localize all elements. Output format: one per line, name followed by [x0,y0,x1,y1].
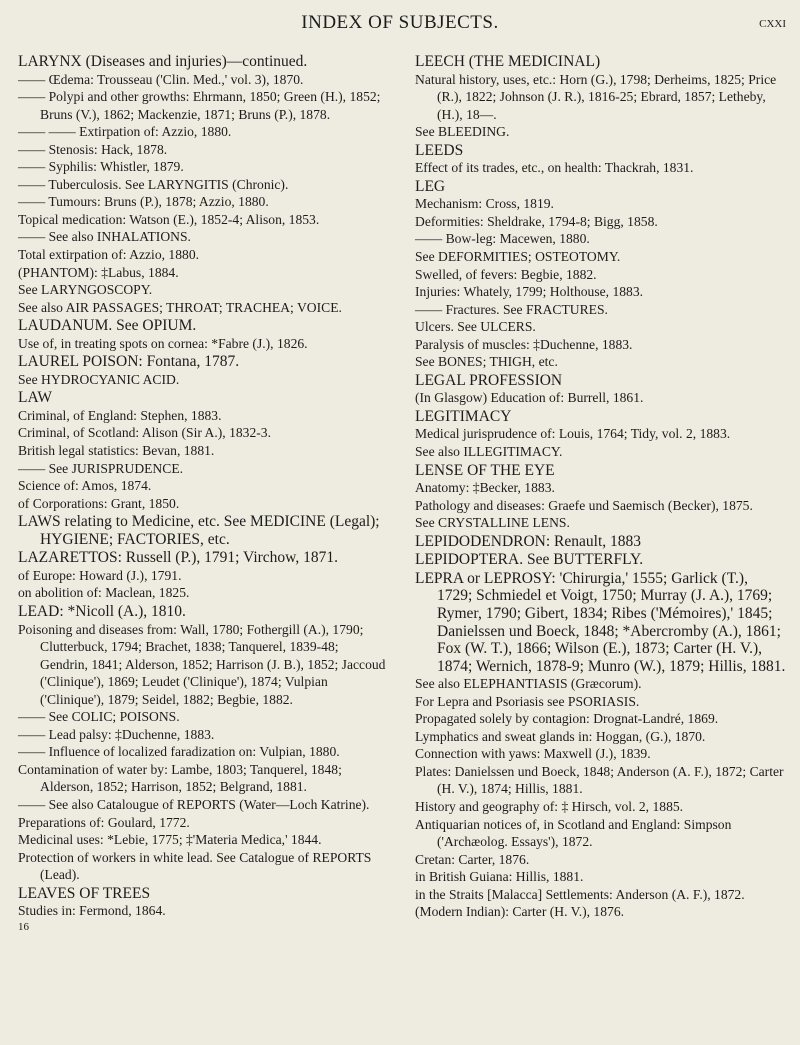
index-entry: Propagated solely by contagion: Drognat-Landré, 1869. [415,711,719,727]
index-entry: See LARYNGOSCOPY. [18,282,153,298]
index-entry: Criminal, of England: Stephen, 1883. [18,407,222,423]
index-entry: —— Lead palsy: ‡Duchenne, 1883. [18,726,215,742]
index-entry: Studies in: Fermond, 1864. [18,903,166,919]
index-entry: —— Syphilis: Whistler, 1879. [18,159,184,175]
index-entry: Connection with yaws: Maxwell (J.), 1839. [415,746,651,762]
index-entry: in the Straits [Malacca] Settlements: Anderson (A. F.), 1872. [415,886,745,902]
index-entry: Total extirpation of: Azzio, 1880. [18,247,200,263]
index-entry: Ulcers. See ULCERS. [415,319,536,335]
index-entry: on abolition of: Maclean, 1825. [18,585,190,601]
index-entry: (In Glasgow) Education of: Burrell, 1861. [415,390,644,406]
right-column [415,52,787,921]
index-entry: of Corporations: Grant, 1850. [18,495,180,511]
signature-mark: 16 [18,920,29,933]
index-entry-heading: LEPIDODENDRON: Renault, 1883 [415,532,642,550]
index-entry: Paralysis of muscles: ‡Duchenne, 1883. [415,336,633,352]
index-entry: Use of, in treating spots on cornea: *Fabre (J.), 1826. [18,335,308,351]
index-entry: —— See also Catalougue of REPORTS (Water—Loch Katrine). [18,796,370,812]
index-entry: See HYDROCYANIC ACID. [18,371,180,387]
index-entry: Effect of its trades, etc., on health: Thackrah, 1831. [415,160,694,176]
index-entry: Science of: Amos, 1874. [18,478,152,494]
index-entry-heading: LEGAL PROFESSION [415,371,563,389]
index-entry-heading: LEG [415,177,446,195]
index-entry-heading: LAUREL POISON: Fontana, 1787. [18,353,240,371]
index-entry: Deformities: Sheldrake, 1794-8; Bigg, 1858. [415,213,658,229]
index-entry: —— See JURISPRUDENCE. [18,460,184,476]
index-entry-heading: LEECH (THE MEDICINAL) [415,53,601,70]
index-entry: Lymphatics and sweat glands in: Hoggan, (G.), 1870. [415,728,706,744]
index-entry: —— Tumours: Bruns (P.), 1878; Azzio, 1880. [18,194,269,210]
index-entry: Medicinal uses: *Lebie, 1775; ‡'Materia Medica,' 1844. [18,832,322,848]
index-entry: —— See also INHALATIONS. [18,229,191,245]
index-entry: Cretan: Carter, 1876. [415,851,530,867]
index-entry: See also AIR PASSAGES; THROAT; TRACHEA; VOICE. [18,299,342,315]
page-header [0,12,800,38]
index-entry: Plates: Danielssen und Boeck, 1848; Anderson (A. F.), 1872; Carter (H. V.), 1874; Hillis, 1881. [415,763,784,797]
index-entry-heading: LEAVES OF TREES [18,884,151,902]
index-entry: See also ILLEGITIMACY. [415,444,563,460]
index-entry: British legal statistics: Bevan, 1881. [18,443,215,459]
index-entry-heading: LAWS relating to Medicine, etc. See MEDICINE (Legal); HYGIENE; FACTORIES, etc. [18,513,380,548]
index-entry: Contamination of water by: Lambe, 1803; Tanquerel, 1848; Alderson, 1852; Harrison, 1852; Belgrand, 1881. [18,761,342,795]
index-entry: —— Polypi and other growths: Ehrmann, 1850; Green (H.), 1852; Bruns (V.), 1862; Mackenzie, 1871; Bruns (P.), 1878. [18,89,381,122]
index-entry: —— Bow-leg: Macewen, 1880. [415,231,590,247]
index-entry-heading: LEEDS [415,141,464,159]
index-entry-heading: LAUDANUM. See OPIUM. [18,317,197,335]
index-entry: For Lepra and Psoriasis see PSORIASIS. [415,693,640,709]
index-entry: Protection of workers in white lead. See Catalogue of REPORTS (Lead). [18,849,372,883]
index-entry-heading: LEPRA or LEPROSY: 'Chirurgia,' 1555; Garlick (T.), 1729; Schmiedel et Voigt, 1750; Murray (J. A.), 1769; Rymer, 1790; Gibert, 1834; Ribes ('Mémoires),' 1845; Danielssen und Boeck, 1848; *Abercromby (A.), 1861; Fox (W. T.), 1866; Wilson (E.), 1873; Carter (H. V.), 1874; Wernich, 1878-9; Munro (W.), 1879; Hillis, 1881. [415,569,786,675]
index-entry: Antiquarian notices of, in Scotland and England: Simpson ('Archæolog. Essays'), 1872. [415,816,732,850]
index-entry: (PHANTOM): ‡Labus, 1884. [18,264,179,280]
index-entry: Natural history, uses, etc.: Horn (G.), 1798; Derheims, 1825; Price (R.), 1822; Johnson (J. R.), 1816-25; Ebrard, 1857; Letheby, (H.), 18—. [415,71,777,122]
index-entry-heading: LEPIDOPTERA. See BUTTERFLY. [415,551,644,569]
index-entry: History and geography of: ‡ Hirsch, vol. 2, 1885. [415,798,684,814]
index-entry: Swelled, of fevers: Begbie, 1882. [415,266,597,282]
index-entry: —— Œdema: Trousseau ('Clin. Med.,' vol. 3), 1870. [18,71,304,87]
index-entry: See BONES; THIGH, etc. [415,354,558,370]
index-entry: Criminal, of Scotland: Alison (Sir A.), 1832-3. [18,425,271,441]
index-entry: (Modern Indian): Carter (H. V.), 1876. [415,904,625,920]
index-entry: —— Influence of localized faradization on: Vulpian, 1880. [18,744,340,760]
index-entry: Pathology and diseases: Graefe und Saemisch (Becker), 1875. [415,497,753,513]
index-entry-heading: LENSE OF THE EYE [415,461,555,479]
index-entry: Mechanism: Cross, 1819. [415,196,554,212]
page-title: INDEX OF SUBJECTS. [301,12,499,33]
left-column [18,52,388,936]
index-entry: —— —— Extirpation of: Azzio, 1880. [18,124,232,140]
index-entry: Preparations of: Goulard, 1772. [18,814,190,830]
index-entry: —— Tuberculosis. See LARYNGITIS (Chronic). [18,176,289,192]
index-entry-heading: LAW [18,389,53,407]
index-entry: Topical medication: Watson (E.), 1852-4; Alison, 1853. [18,211,320,227]
index-entry: Poisoning and diseases from: Wall, 1780; Fothergill (A.), 1790; Clutterbuck, 1794; Brachet, 1838; Tanquerel, 1839-48; Gendrin, 1841; Alderson, 1852; Harrison (J. B.), 1852; Jaccoud ('Clinique'), 1869; Leudet ('Clinique'), 1874; Vulpian ('Clinique'), 1879; Seidel, 1882; Begbie, 1882. [18,621,386,707]
index-entry: —— Stenosis: Hack, 1878. [18,141,168,157]
index-entry: See DEFORMITIES; OSTEOTOMY. [415,249,621,265]
index-entry: Medical jurisprudence of: Louis, 1764; Tidy, vol. 2, 1883. [415,426,731,442]
page-number: cxxi [759,14,786,31]
index-entry: Anatomy: ‡Becker, 1883. [415,480,555,496]
index-entry-heading: LEAD: *Nicoll (A.), 1810. [18,602,186,620]
index-entry: —— Fractures. See FRACTURES. [415,301,608,317]
index-entry: —— See COLIC; POISONS. [18,709,180,725]
index-entry-heading: LARYNX (Diseases and injuries)—continued. [18,53,308,70]
index-entry: See CRYSTALLINE LENS. [415,515,570,531]
index-entry: See BLEEDING. [415,124,510,140]
index-entry-heading: LAZARETTOS: Russell (P.), 1791; Virchow, 1871. [18,549,338,567]
index-entry: in British Guiana: Hillis, 1881. [415,869,584,885]
index-entry: Injuries: Whately, 1799; Holthouse, 1883. [415,284,644,300]
index-entry-heading: LEGITIMACY [415,407,512,425]
index-entry: See also ELEPHANTIASIS (Græcorum). [415,676,642,692]
index-entry: of Europe: Howard (J.), 1791. [18,567,182,583]
